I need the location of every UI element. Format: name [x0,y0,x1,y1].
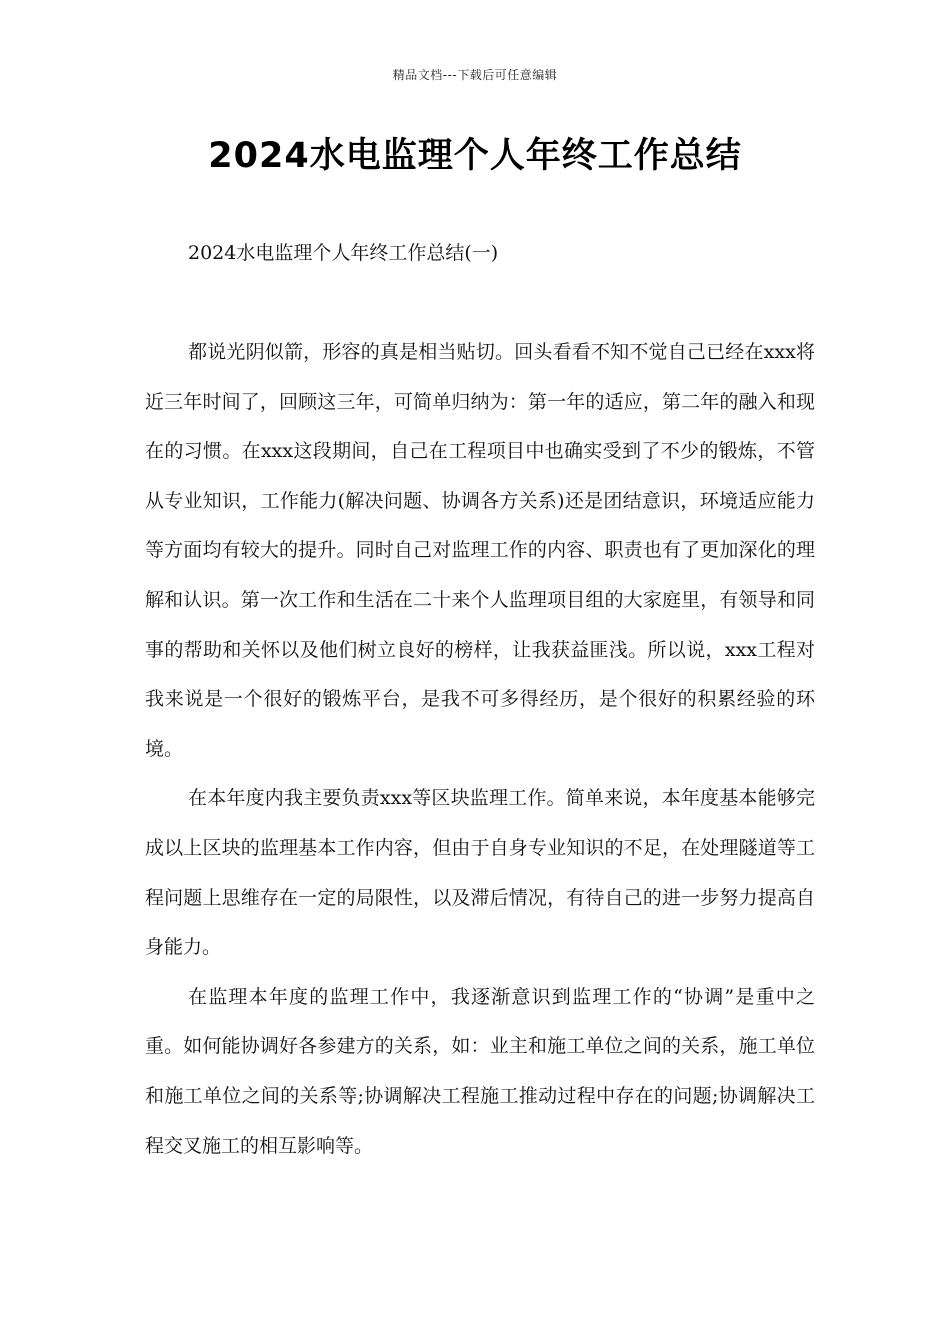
section-heading: 2024水电监理个人年终工作总结(一) [188,242,499,264]
paragraph-3: 在监理本年度的监理工作中，我逐渐意识到监理工作的“协调”是重中之重。如何能协调好各参建方的关系，如：业主和施工单位之间的关系，施工单位和施工单位之间的关系等;协调解决工程施工推动过程中存在的问题;协调解决工程交叉施工的相互影响等。 [145,985,815,1157]
paragraph-2: 在本年度内我主要负责xxx等区块监理工作。简单来说，本年度基本能够完成以上区块的监理基本工作内容，但由于自身专业知识的不足，在处理隧道等工程问题上思维存在一定的局限性，以及滞后情况，有待自己的进一步努力提高自身能力。 [145,787,815,959]
document-title: 2024水电监理个人年终工作总结 [208,136,742,176]
header-note: 精品文档---下载后可任意编辑 [392,68,558,82]
body-text [145,328,815,1171]
paragraph-1: 都说光阴似箭，形容的真是相当贴切。回头看看不知不觉自己已经在xxx将近三年时间了，回顾这三年，可简单归纳为：第一年的适应，第二年的融入和现在的习惯。在xxx这段期间，自己在工程项目中也确实受到了不少的锻炼，不管从专业知识，工作能力(解决问题、协调各方关系)还是团结意识，环境适应能力等方面均有较大的提升。同时自己对监理工作的内容、职责也有了更加深化的理解和认识。第一次工作和生活在二十来个人监理项目组的大家庭里，有领导和同事的帮助和关怀以及他们树立良好的榜样，让我获益匪浅。所以说，xxx工程对我来说是一个很好的锻炼平台，是我不可多得经历，是个很好的积累经验的环境。 [145,341,815,760]
